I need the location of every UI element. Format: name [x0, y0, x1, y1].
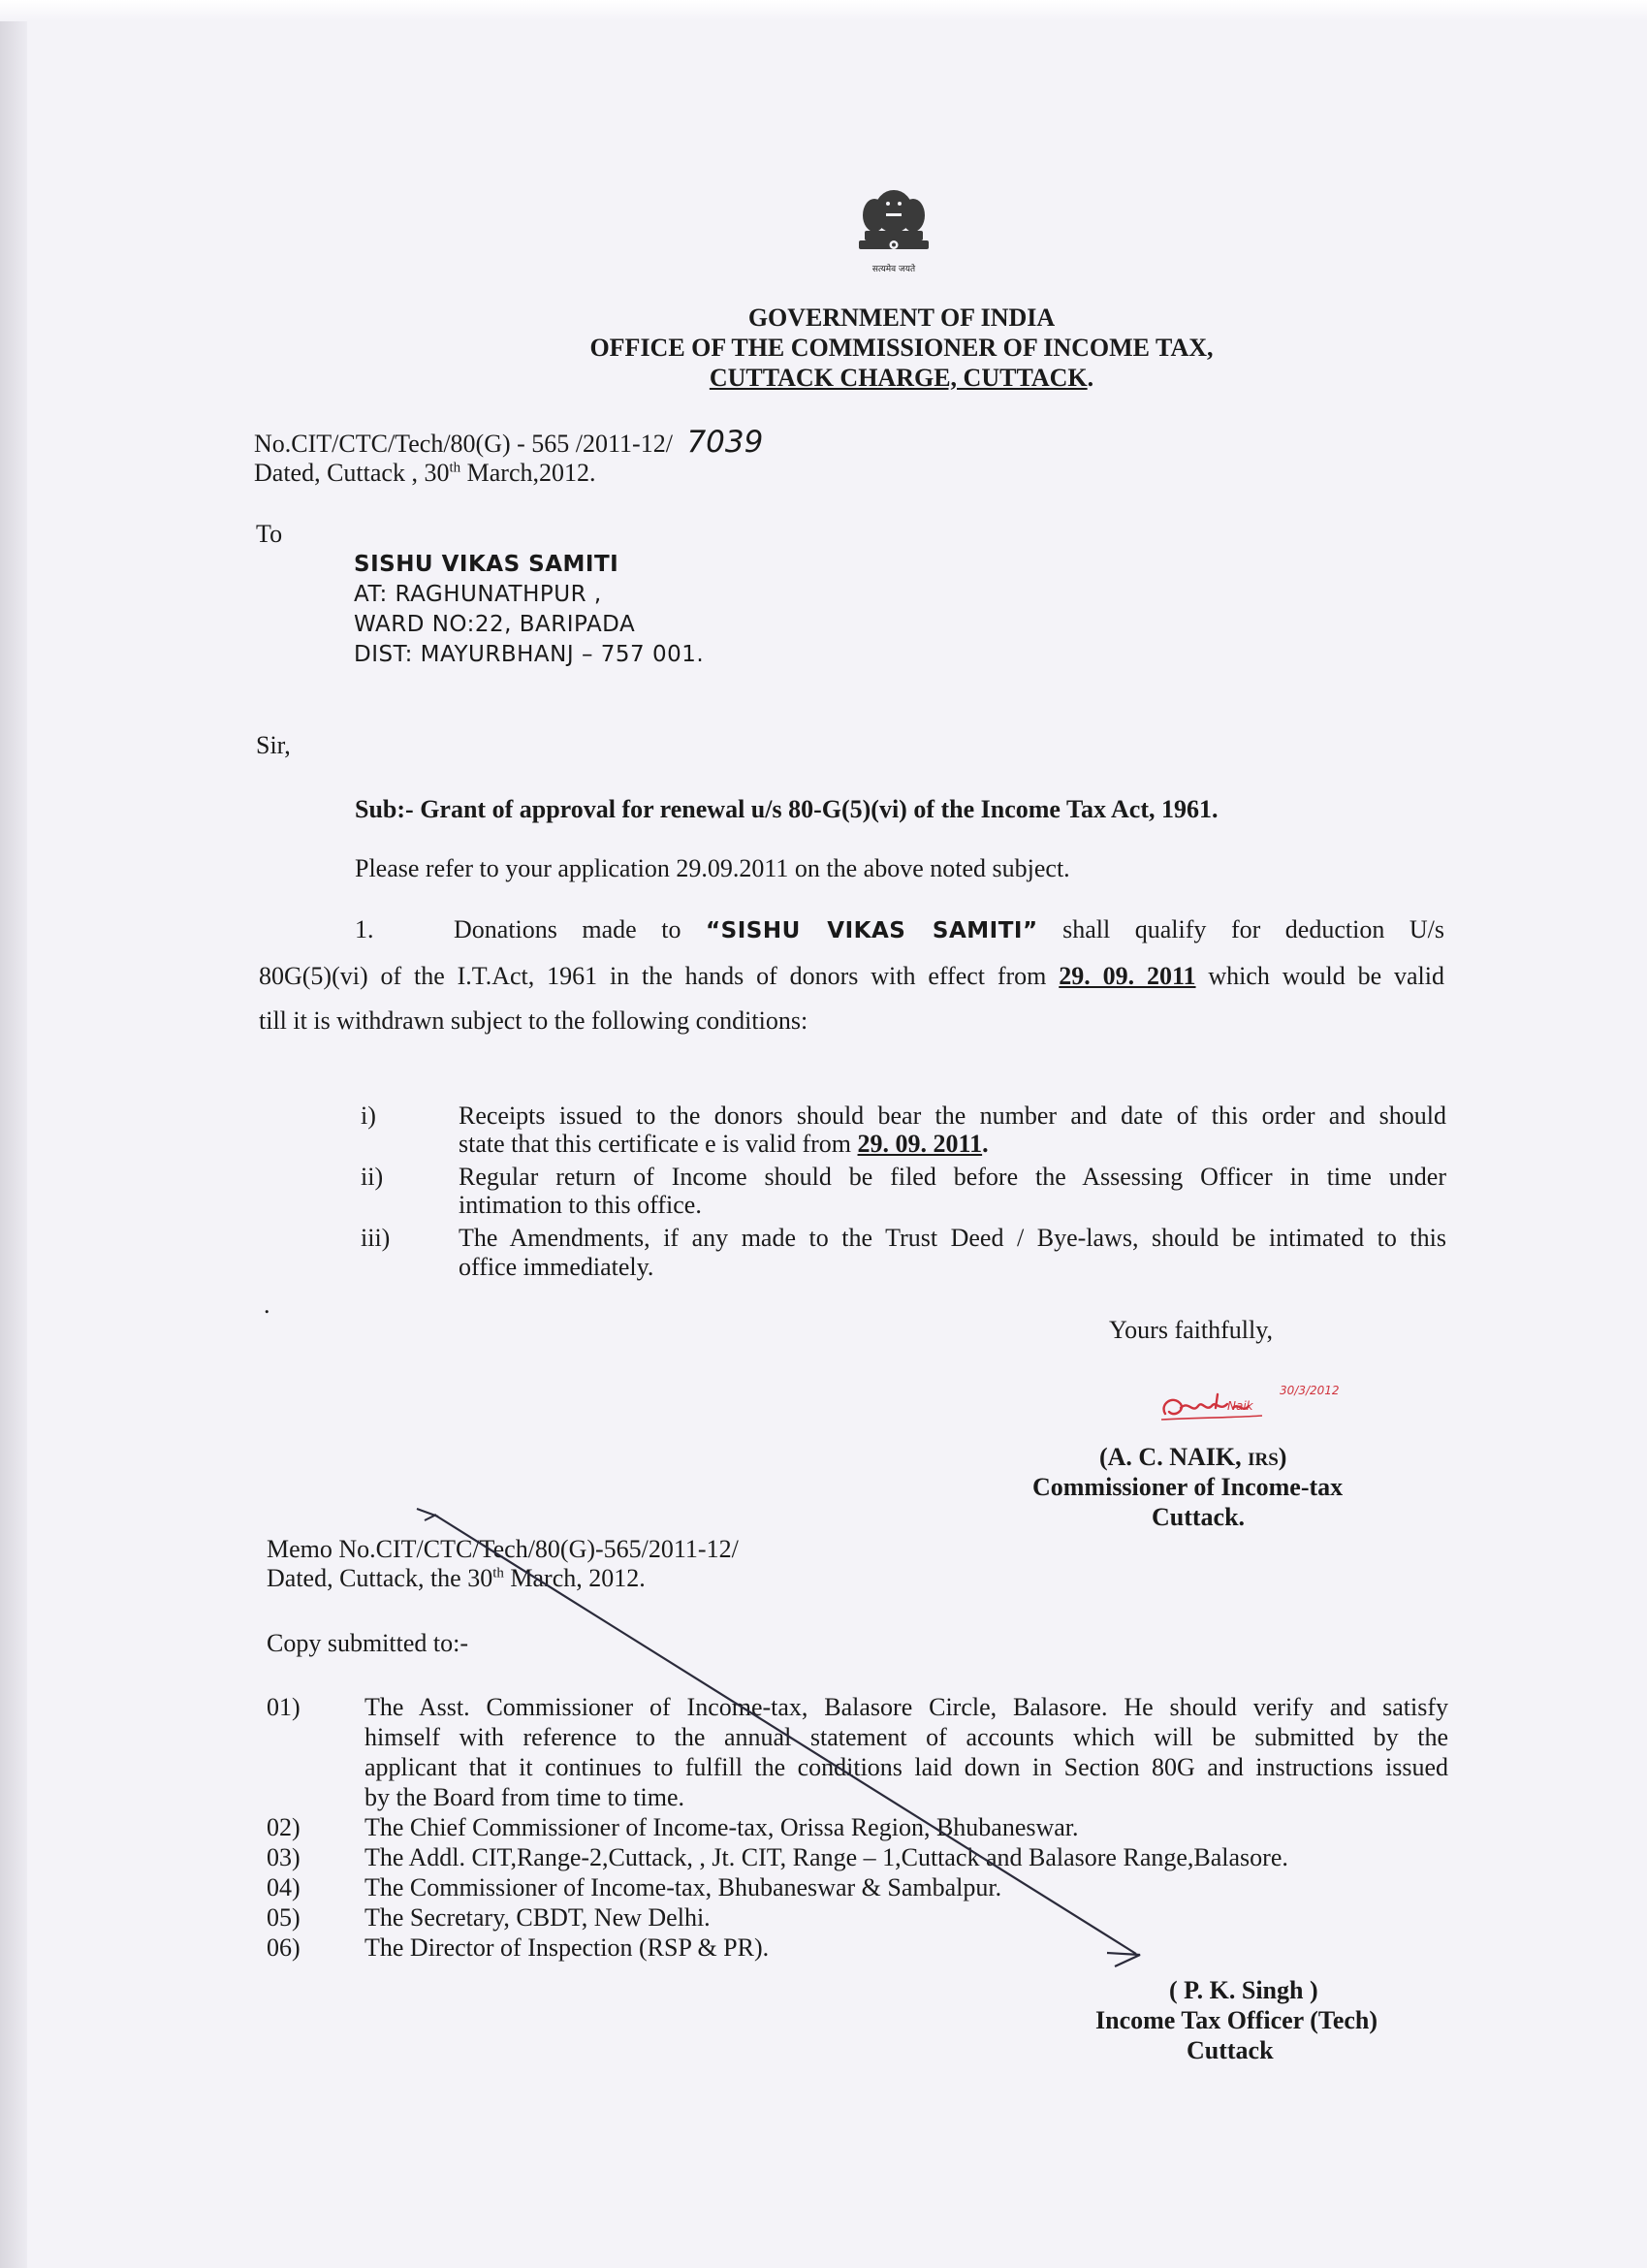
copy-1-line-3: applicant that it continues to fulfill the conditions laid down in Section 80G and instructions issued — [364, 1753, 1448, 1781]
signature-1-name-a: (A. C. NAIK, — [1099, 1443, 1249, 1471]
addressee-name: SISHU VIKAS SAMITI — [354, 552, 619, 577]
condition-3-line-2: office immediately. — [459, 1253, 654, 1281]
stray-dot: . — [264, 1291, 270, 1319]
header-line-1: GOVERNMENT OF INDIA — [747, 303, 1056, 332]
reference-number-text: No.CIT/CTC/Tech/80(G) - 565 /2011-12/ — [254, 430, 673, 458]
handwritten-number: 7039 — [686, 425, 764, 460]
copy-2-number: 02) — [267, 1813, 301, 1841]
memo-date-sup: th — [492, 1565, 504, 1581]
reference-date-sup: th — [449, 460, 461, 476]
para-1-number: 1. — [355, 915, 374, 943]
para-1-date: 29. 09. 2011 — [1059, 962, 1196, 990]
copy-6-number: 06) — [267, 1933, 301, 1962]
memo-date-b: March, 2012. — [503, 1564, 646, 1592]
condition-1-line-1: Receipts issued to the donors should bear the number and date of this order and should — [459, 1102, 1446, 1130]
copy-1-line-4: by the Board from time to time. — [364, 1783, 684, 1811]
copy-5-number: 05) — [267, 1903, 301, 1932]
subject-line: Sub:- Grant of approval for renewal u/s 80-G(5)(vi) of the Income Tax Act, 1961. — [355, 795, 1219, 823]
para-1-text-a: Donations made to — [454, 915, 707, 943]
signature-1-place: Cuttack. — [1152, 1503, 1246, 1531]
reference-date-suffix: March,2012. — [460, 459, 596, 487]
signature-2-title: Income Tax Officer (Tech) — [1095, 2006, 1378, 2034]
addressee-line-1: AT: RAGHUNATHPUR , — [354, 582, 602, 607]
header-line-3-text: CUTTACK CHARGE, CUTTACK — [709, 364, 1088, 392]
condition-1-date: 29. 09. 2011 — [857, 1130, 983, 1158]
copy-6-line: The Director of Inspection (RSP & PR). — [364, 1933, 770, 1962]
para-1-line-3: till it is withdrawn subject to the following conditions: — [259, 1006, 808, 1035]
refer-line: Please refer to your application 29.09.2011 on the above noted subject. — [355, 854, 1070, 882]
header-line-2: OFFICE OF THE COMMISSIONER OF INCOME TAX, — [589, 334, 1214, 362]
condition-3-line-1: The Amendments, if any made to the Trust Deed / Bye-laws, should be intimated to this — [459, 1224, 1446, 1252]
signature-1-irs: IRS — [1248, 1450, 1279, 1470]
condition-2-line-2: intimation to this office. — [459, 1191, 702, 1219]
condition-3-number: iii) — [361, 1224, 391, 1252]
closing: Yours faithfully, — [1109, 1316, 1274, 1344]
signature-1-sign: Naik — [1227, 1399, 1253, 1413]
copy-4-number: 04) — [267, 1873, 301, 1901]
signature-2-place: Cuttack — [1187, 2036, 1274, 2064]
copy-2-line: The Chief Commissioner of Income-tax, Orissa Region, Bhubaneswar. — [364, 1813, 1079, 1841]
salutation: Sir, — [256, 731, 291, 759]
signature-2-name: ( P. K. Singh ) — [1169, 1976, 1318, 2004]
copy-1-line-2: himself with reference to the annual statement of accounts which will be submitted by the — [364, 1723, 1448, 1751]
condition-1-line-2-b: . — [982, 1130, 989, 1158]
memo-date-a: Dated, Cuttack, the 30 — [267, 1564, 493, 1592]
signature-1-title: Commissioner of Income-tax — [1032, 1473, 1344, 1501]
para-1-text-b: shall qualify for deduction U/s — [1037, 915, 1444, 943]
para-1-line-2-b: which would be valid — [1195, 962, 1444, 990]
copy-4-line: The Commissioner of Income-tax, Bhubaneswar & Sambalpur. — [364, 1873, 1002, 1901]
copy-3-number: 03) — [267, 1843, 301, 1871]
emblem-caption: सत्यमेव जयते — [871, 265, 916, 274]
copy-1-line-1: The Asst. Commissioner of Income-tax, Balasore Circle, Balasore. He should verify and satisfy — [364, 1693, 1448, 1721]
copy-5-line: The Secretary, CBDT, New Delhi. — [364, 1903, 711, 1932]
copy-label: Copy submitted to:- — [267, 1629, 468, 1657]
reference-date-prefix: Dated, Cuttack , 30 — [254, 459, 450, 487]
copy-1-number: 01) — [267, 1693, 301, 1721]
signature-1-date-marks: 30/3/2012 — [1280, 1384, 1340, 1397]
signature-1-name-b: ) — [1278, 1443, 1287, 1471]
memo-number: Memo No.CIT/CTC/Tech/80(G)-565/2011-12/ — [267, 1535, 739, 1563]
condition-2-line-1: Regular return of Income should be filed before the Assessing Officer in time under — [459, 1163, 1446, 1191]
para-1-org: “SISHU VIKAS SAMITI” — [706, 918, 1038, 943]
condition-1-number: i) — [361, 1102, 376, 1130]
addressee-line-3: DIST: MAYURBHANJ – 757 001. — [354, 642, 705, 667]
condition-2-number: ii) — [361, 1163, 384, 1191]
addressee-line-2: WARD NO:22, BARIPADA — [354, 612, 636, 637]
para-1-line-2-a: 80G(5)(vi) of the I.T.Act, 1961 in the hands of donors with effect from — [259, 962, 1060, 990]
header-line-3-end: . — [1087, 364, 1094, 392]
to-label: To — [256, 520, 283, 548]
condition-1-line-2-a: state that this certificate e is valid from — [459, 1130, 858, 1158]
copy-3-line: The Addl. CIT,Range-2,Cuttack, , Jt. CIT, Range – 1,Cuttack and Balasore Range,Balasore. — [364, 1843, 1288, 1871]
